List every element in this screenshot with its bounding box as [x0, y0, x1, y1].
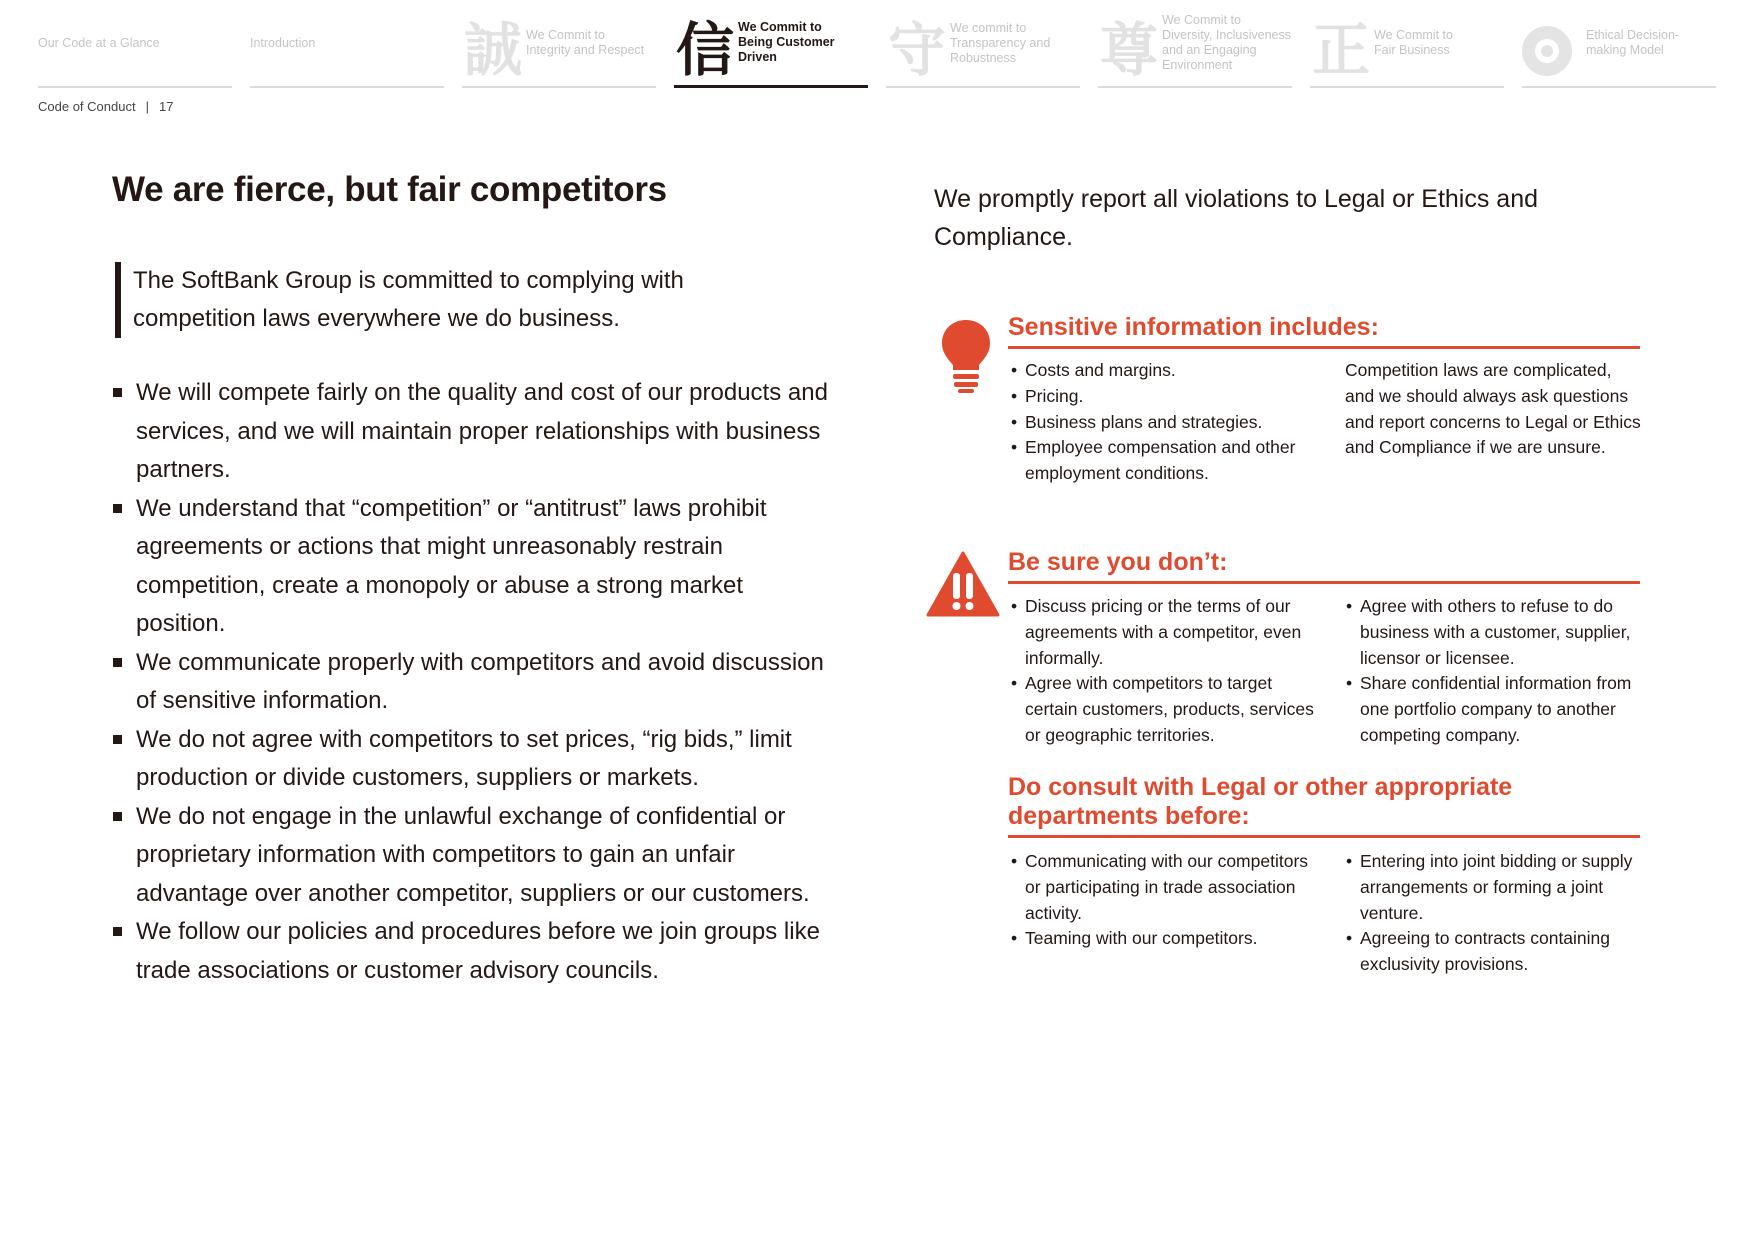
list-item: • Agreeing to contracts containing exclusivity provisions. — [1345, 926, 1645, 978]
list-item: • Discuss pricing or the terms of our agreements with a competitor, even informally. — [1010, 594, 1315, 671]
list-item: • Business plans and strategies. — [1010, 410, 1310, 436]
list-item: We do not agree with competitors to set prices, “rig bids,” limit production or divide customers, suppliers or markets. — [112, 721, 832, 798]
report-statement: We promptly report all violations to Legal or Ethics and Compliance. — [934, 185, 1539, 251]
list-item: • Pricing. — [1010, 384, 1310, 410]
consult-list-right — [1345, 849, 1645, 978]
square-bullet-icon — [113, 927, 122, 936]
page-number: 17 — [158, 99, 174, 114]
nav-tab-label: We Commit to Integrity and Respect — [526, 28, 645, 57]
decision-model-icon — [1522, 26, 1572, 76]
nav-tab-diversity[interactable] — [1098, 0, 1292, 88]
nav-tab-label: Our Code at a Glance — [38, 35, 160, 50]
square-bullet-icon — [113, 658, 122, 667]
kanji-respect-icon: 尊 — [1099, 16, 1158, 84]
nav-tab-label: We Commit to Fair Business — [1374, 28, 1453, 57]
nav-tab-customer-driven[interactable] — [674, 0, 868, 88]
list-item: • Agree with competitors to target certain customers, products, services or geographic territories. — [1010, 671, 1315, 748]
document-name: Code of Conduct — [38, 99, 136, 114]
dont-list-left — [1010, 594, 1315, 749]
list-item: • Agree with others to refuse to do business with a customer, supplier, licensor or licensee. — [1345, 594, 1645, 671]
dont-list-right — [1345, 594, 1645, 749]
page-title: We are fierce, but fair competitors — [112, 170, 667, 209]
nav-tab-label: We commit to Transparency and Robustness — [950, 20, 1051, 65]
kanji-protect-icon: 守 — [887, 16, 946, 84]
list-item: We communicate properly with competitors and avoid discussion of sensitive information. — [112, 644, 832, 721]
warning-icon — [926, 551, 1000, 617]
nav-tab-label: Ethical Decision- making Model — [1586, 28, 1680, 57]
intro-statement: The SoftBank Group is committed to complying with competition laws everywhere we do business. — [115, 262, 753, 338]
sensitive-info-heading: Sensitive information includes: — [1008, 313, 1640, 349]
document-separator: | — [145, 99, 149, 114]
commitment-list — [112, 374, 832, 990]
list-item: We understand that “competition” or “antitrust” laws prohibit agreements or actions that might unreasonably restrain competition, create a monopoly or abuse a strong market position. — [112, 490, 832, 644]
sensitive-info-list — [1010, 358, 1310, 487]
nav-tab-transparency[interactable] — [886, 0, 1080, 88]
consult-heading: Do consult with Legal or other appropriate departments before: — [1008, 773, 1640, 838]
kanji-sincerity-icon: 誠 — [463, 16, 522, 84]
nav-tab-code-at-a-glance[interactable] — [38, 0, 232, 88]
nav-tab-ethical-decision[interactable] — [1522, 0, 1716, 88]
nav-tab-label: We Commit to Diversity, Inclusiveness and an Engaging Environment — [1162, 13, 1291, 72]
list-item: We follow our policies and procedures before we join groups like trade associations or customer advisory councils. — [112, 913, 832, 990]
list-item: We do not engage in the unlawful exchange of confidential or proprietary information with competitors to gain an unfair advantage over another competitor, suppliers or our customers. — [112, 798, 832, 914]
kanji-righteous-icon: 正 — [1311, 16, 1370, 84]
list-item: • Share confidential information from one portfolio company to another competing company. — [1345, 671, 1645, 748]
consult-list-left — [1010, 849, 1310, 952]
list-item: • Employee compensation and other employment conditions. — [1010, 435, 1310, 487]
sensitive-info-note: Competition laws are complicated, and we should always ask questions and report concerns to Legal or Ethics and Compliance if we are unsure. — [1345, 360, 1641, 458]
kanji-trust-icon: 信 — [675, 16, 734, 84]
list-item: • Costs and margins. — [1010, 358, 1310, 384]
square-bullet-icon — [113, 504, 122, 513]
nav-tab-label: We Commit to Being Customer Driven — [738, 20, 835, 64]
nav-tab-label: Introduction — [250, 35, 316, 50]
section-navigation — [38, 0, 1728, 90]
dont-heading: Be sure you don’t: — [1008, 548, 1640, 584]
square-bullet-icon — [113, 735, 122, 744]
square-bullet-icon — [113, 812, 122, 821]
list-item: • Entering into joint bidding or supply arrangements or forming a joint venture. — [1345, 849, 1645, 926]
list-item: • Communicating with our competitors or participating in trade association activity. — [1010, 849, 1310, 926]
nav-tab-fair-business[interactable] — [1310, 0, 1504, 88]
lightbulb-icon — [940, 318, 992, 394]
list-item: • Teaming with our competitors. — [1010, 926, 1310, 952]
nav-tab-integrity-respect[interactable] — [462, 0, 656, 88]
list-item: We will compete fairly on the quality and cost of our products and services, and we will maintain proper relationships with business partners. — [112, 374, 832, 490]
nav-tab-introduction[interactable] — [250, 0, 444, 88]
document-label — [38, 99, 173, 114]
square-bullet-icon — [113, 388, 122, 397]
